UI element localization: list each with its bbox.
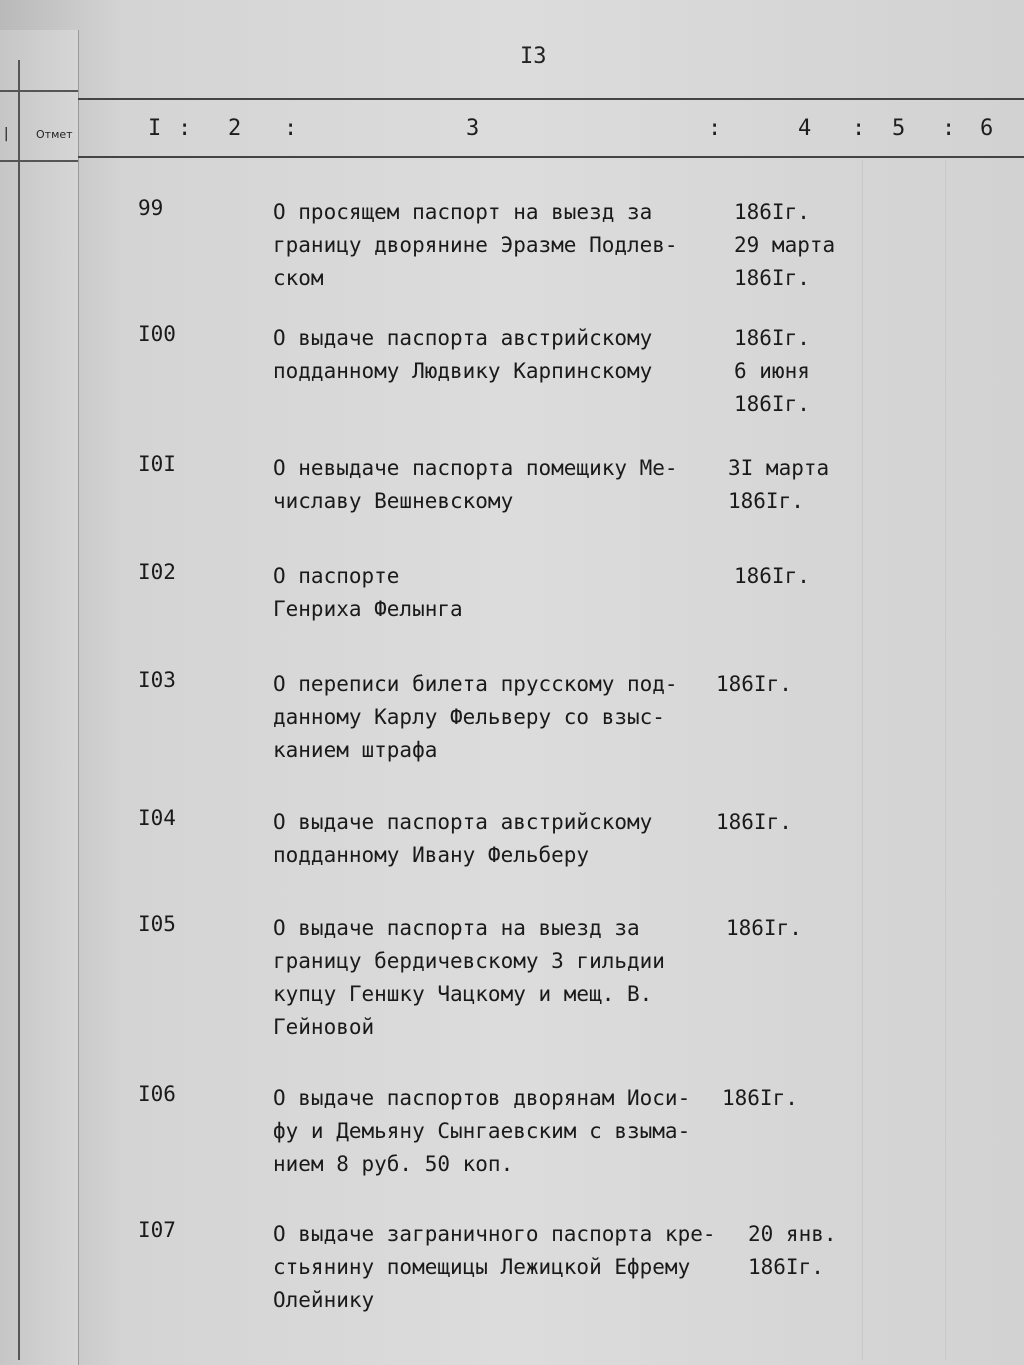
entry-date: 186Iг. 6 июня 186Iг. xyxy=(734,326,810,416)
header-rule-top xyxy=(78,98,1024,100)
column-separator: : xyxy=(942,116,956,141)
entry-date: 20 янв. 186Iг. xyxy=(748,1222,837,1279)
column-header-1: I xyxy=(148,116,162,141)
column-header-3: 3 xyxy=(466,116,480,141)
entry-number: I07 xyxy=(138,1218,176,1242)
entry-title: О невыдаче паспорта помещику Ме- числаву Вешневскому xyxy=(273,456,678,513)
entry-title: О выдаче паспорта австрийскому подданному Ивану Фельберу xyxy=(273,810,653,867)
column-header-4: 4 xyxy=(798,116,812,141)
entry-title: О паспорте Генриха Фелынга xyxy=(273,564,463,621)
column-separator: : xyxy=(852,116,866,141)
column-header-row xyxy=(0,116,1024,156)
entry-number: I05 xyxy=(138,912,176,936)
entry-date: 186Iг. xyxy=(716,810,792,834)
column-header-6: 6 xyxy=(980,116,994,141)
column-separator: : xyxy=(178,116,192,141)
entry-date: 186Iг. 29 марта 186Iг. xyxy=(734,200,836,290)
entry-title: О переписи билета прусскому под- данному Карлу Фельверу со взыс- канием штрафа xyxy=(273,672,678,762)
underlying-vertical-rule xyxy=(18,60,20,1360)
page-number: I3 xyxy=(520,44,547,69)
underlying-tick-mark: | xyxy=(2,126,11,142)
entry-number: I0I xyxy=(138,452,176,476)
entry-title: О выдаче паспорта на выезд за границу бердичевскому 3 гильдии купцу Геншку Чацкому и мещ. В. Гейновой xyxy=(273,916,665,1039)
entry-date: 186Iг. xyxy=(716,672,792,696)
entry-title: О выдаче паспортов дворянам Иоси- фу и Демьяну Сынгаевским с взыма- нием 8 руб. 50 коп. xyxy=(273,1086,691,1176)
entry-date: 186Iг. xyxy=(734,564,810,588)
underlying-rule-bottom xyxy=(0,160,78,162)
entry-date: 186Iг. xyxy=(722,1086,798,1110)
underlying-rule-top xyxy=(0,90,78,92)
entry-title: О выдаче заграничного паспорта кре- стьянину помещицы Лежицкой Ефрему Олейнику xyxy=(273,1222,716,1312)
entry-number: I04 xyxy=(138,806,176,830)
column-header-2: 2 xyxy=(228,116,242,141)
faint-column-rule xyxy=(945,160,946,1360)
entry-number: I00 xyxy=(138,322,176,346)
entry-date: 3I марта 186Iг. xyxy=(728,456,830,513)
entry-number: I02 xyxy=(138,560,176,584)
column-separator: : xyxy=(284,116,298,141)
underlying-header-fragment: Отмет xyxy=(36,128,73,141)
header-rule-bottom xyxy=(78,156,1024,158)
entry-date: 186Iг. xyxy=(726,916,802,940)
entry-title: О выдаче паспорта австрийскому подданному Людвику Карпинскому xyxy=(273,326,653,383)
column-separator: : xyxy=(708,116,722,141)
entry-number: I06 xyxy=(138,1082,176,1106)
entry-title: О просящем паспорт на выезд за границу дворянине Эразме Подлев- ском xyxy=(273,200,678,290)
underlying-sheet-edge xyxy=(0,30,79,1365)
column-header-5: 5 xyxy=(892,116,906,141)
entry-number: I03 xyxy=(138,668,176,692)
entry-number: 99 xyxy=(138,196,164,220)
